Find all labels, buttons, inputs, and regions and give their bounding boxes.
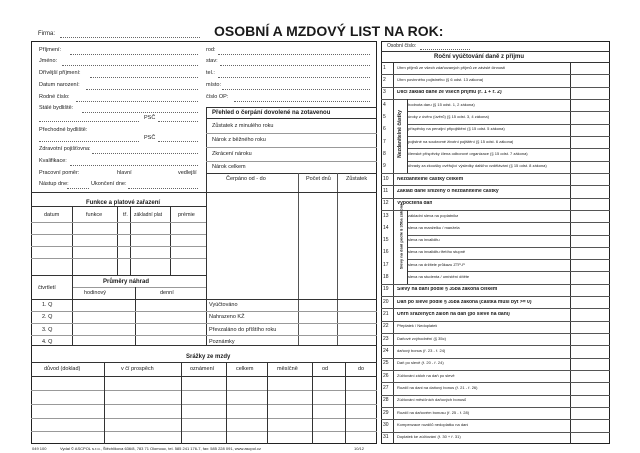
leave-carryover: Zůstatek z minulého roku <box>212 123 274 129</box>
deductions-col-reason: důvod (doklad) <box>44 366 81 372</box>
phone-field[interactable] <box>218 77 370 78</box>
end-date-label: Ukončení dne: <box>91 181 127 187</box>
tax-row <box>381 259 610 271</box>
tax-row-label: sleva na studenta / umístění dítěte <box>408 275 470 280</box>
tax-title: Roční vyúčtování daně z příjmu <box>434 54 525 60</box>
tax-row-label: Slevy na dani podle § 35ba zákona celkem <box>397 287 498 293</box>
tax-row-amount-field[interactable] <box>571 88 609 98</box>
tax-row-divider <box>407 124 610 125</box>
tax-row <box>381 370 610 382</box>
tax-row-amount-field[interactable] <box>571 396 609 406</box>
tax-row-number: 15 <box>383 237 389 244</box>
tax-row-label: Daň po slevě podle § 35ba zákona (částka musí být >= 0) <box>397 299 532 305</box>
tax-row-amount-field[interactable] <box>571 248 609 258</box>
temporary-address-label: Přechodné bydliště: <box>39 127 88 133</box>
tax-row-number: 20 <box>383 298 389 305</box>
tax-row-label: Úhrn příjmů ze všech zdaňovaných příjmů ze závislé činnosti <box>397 65 506 70</box>
tax-row-number: 28 <box>383 397 389 404</box>
tax-row-amount-field[interactable] <box>571 112 609 122</box>
tax-row-number: 24 <box>383 348 389 355</box>
tax-row-divider <box>407 136 610 137</box>
tax-row-number: 2 <box>383 76 386 83</box>
tax-row-label: členské příspěvky člena odborové organizace (§ 15 odst. 7 zákona) <box>408 151 528 156</box>
birth-date-field[interactable] <box>86 89 198 90</box>
tax-row-divider <box>381 173 610 174</box>
tax-row-label: Přeplatek / Nedoplatek <box>397 324 438 329</box>
tax-row-number: 30 <box>383 422 389 428</box>
tax-row-number: 3 <box>383 89 386 96</box>
employment-main[interactable]: hlavní <box>117 170 132 176</box>
qualification-label: Kvalifikace: <box>39 158 67 164</box>
leave-col-days: Počet dnů <box>306 176 331 182</box>
tax-row-amount-field[interactable] <box>571 260 609 270</box>
tax-row-number: 16 <box>383 249 389 256</box>
form-code: 049 100 <box>32 446 47 451</box>
tax-row-label: Úhrn sražených záloh na daň (po slevě na dani) <box>397 312 510 318</box>
quarter-2: 2. Q <box>42 314 53 320</box>
tax-row-number: 21 <box>383 311 389 318</box>
tax-row-divider <box>407 161 610 162</box>
wage-title: Funkce a platové zařazení <box>86 200 161 206</box>
wage-col-function: funkce <box>86 212 103 218</box>
tax-row-number: 12 <box>383 200 389 207</box>
tax-row-label: Dílčí základ daně ze všech příjmů (ř. 1 + ř. 2) <box>397 90 502 96</box>
tax-row-amount-field[interactable] <box>571 236 609 246</box>
tax-row-divider <box>381 308 610 309</box>
publisher-info: Vydal © ASCPOL s.r.o., Štěchlikova 636/8, 783 71 Olomouc, tel. 585 241 176-7, fax: 585 228 091, www.ascpol.cz <box>60 446 261 451</box>
tax-row-number: 4 <box>383 101 386 108</box>
leave-notes: Poznámky <box>209 339 235 345</box>
tax-row-label: Rozdíl na dani na daňový bonus (ř. 21 - ř. 26) <box>397 386 478 391</box>
tax-row-amount-field[interactable] <box>571 334 609 344</box>
tax-row-divider <box>407 247 610 248</box>
tax-row-label: úroky z úvěru (úvěrů) (§ 15 odst. 3, 4 zákona) <box>408 114 489 119</box>
tax-row <box>381 358 610 370</box>
tax-row <box>381 111 610 123</box>
tax-row-label: Zúčtování měsíčních daňových bonusů <box>397 398 467 403</box>
tax-row-number: 5 <box>383 113 386 120</box>
tax-row-number: 17 <box>383 261 389 268</box>
tax-row-label: Vypočtená daň <box>397 201 433 207</box>
tax-row-amount-field[interactable] <box>571 199 609 209</box>
tax-row-divider <box>407 111 610 112</box>
tax-row <box>381 99 610 111</box>
psc-field-1[interactable] <box>158 121 198 122</box>
tax-row-number: 11 <box>383 187 389 194</box>
id-card-label: číslo OP: <box>206 94 229 100</box>
tax-row <box>381 222 610 234</box>
tax-row-amount-field[interactable] <box>571 285 609 295</box>
tax-row <box>381 173 610 185</box>
tax-row-divider <box>407 271 610 272</box>
tax-row <box>381 296 610 308</box>
employee-number-field[interactable] <box>420 49 470 50</box>
tax-row-divider <box>381 99 610 100</box>
leave-col-period: Čerpáno od - do <box>226 176 266 182</box>
tax-row-number: 8 <box>383 150 386 157</box>
tax-row-divider <box>381 395 610 396</box>
tax-row-number: 14 <box>383 224 389 231</box>
tax-row-label: úhrady za zkoušky ověřující výsledky dalšího vzdělávání (§ 15 odst. 8 zákona) <box>408 164 547 169</box>
tax-row <box>381 382 610 394</box>
tax-row-number: 18 <box>383 274 389 281</box>
tax-row <box>381 321 610 333</box>
tax-row-number: 23 <box>383 335 389 342</box>
employment-label: Pracovní poměr: <box>39 170 80 176</box>
tax-row-divider <box>407 259 610 260</box>
leave-compensated: Nahrazeno KŽ <box>209 314 245 320</box>
tax-row <box>381 124 610 136</box>
tax-row <box>381 87 610 99</box>
tax-row <box>381 235 610 247</box>
tax-row <box>381 210 610 222</box>
tax-row-amount-field[interactable] <box>571 322 609 332</box>
tax-row <box>381 148 610 160</box>
gender-label: rod: <box>206 47 216 53</box>
tax-row-label: Daňové zvýhodnění (§ 35c) <box>397 336 446 341</box>
tax-row-divider <box>381 198 610 199</box>
permanent-address-field-2[interactable] <box>39 121 139 122</box>
firma-label: Firma: <box>38 31 55 37</box>
form-version: 10/12 <box>354 446 365 451</box>
tax-row-number: 27 <box>383 385 389 392</box>
deductions-col-beneficiary: v čí prospěch <box>121 366 154 372</box>
qualification-field[interactable] <box>70 165 198 166</box>
birth-number-label: Rodné číslo: <box>39 94 70 100</box>
start-date-label: Nástup dne: <box>39 181 69 187</box>
former-surname-field[interactable] <box>90 77 198 78</box>
birth-place-label: místo: <box>206 82 221 88</box>
id-card-field[interactable] <box>234 101 370 102</box>
tax-row-divider <box>381 333 610 334</box>
quarter-3: 3. Q <box>42 327 53 333</box>
tax-row-amount-field[interactable] <box>571 125 609 135</box>
tax-row-amount-field[interactable] <box>571 383 609 393</box>
tax-row-label: Kompenzace rozdílů nedoplatku na dani <box>397 423 469 427</box>
tax-row-label: Základ daně snížený o nezdanitelné částky <box>397 188 499 194</box>
tax-row-divider <box>407 148 610 149</box>
tax-row-label: Rozdíl na daňovém bonusu (ř. 25 - ř. 28) <box>397 410 470 415</box>
gender-field[interactable] <box>218 54 370 55</box>
deductions-col-total: celkem <box>236 366 254 372</box>
birth-number-field[interactable] <box>76 101 198 102</box>
tax-row-amount-field[interactable] <box>571 420 609 430</box>
former-surname-label: Dřívější příjmení: <box>39 70 81 76</box>
tax-row <box>381 271 610 283</box>
firma-field[interactable] <box>60 37 200 38</box>
tax-row-number: 10 <box>383 175 389 182</box>
wage-col-base: základní plat <box>134 212 163 218</box>
tax-row-amount-field[interactable] <box>571 174 609 184</box>
tax-row-divider <box>381 321 610 322</box>
tax-row-label: hodnota daru (§ 15 odst. 1, 2 zákona) <box>408 102 475 107</box>
tax-relief-side-label: Slevy na dani podle § 35ba zákona <box>398 203 404 269</box>
tax-row <box>381 198 610 210</box>
psc-label-1: PSČ <box>144 115 156 121</box>
marital-label: stav: <box>206 58 218 64</box>
tax-row-amount-field[interactable] <box>571 371 609 381</box>
wage-col-class: tř. <box>123 212 128 218</box>
tax-row-amount-field[interactable] <box>571 433 609 443</box>
tax-row <box>381 333 610 345</box>
insurance-label: Zdravotní pojišťovna: <box>39 146 91 152</box>
tax-row-amount-field[interactable] <box>571 272 609 282</box>
surname-label: Příjmení: <box>39 47 62 53</box>
leave-current: Nárok z běžného roku <box>212 137 266 143</box>
birth-date-label: Datum narození: <box>39 82 80 88</box>
tax-row-number: 7 <box>383 138 386 145</box>
deductions-col-monthly: měsíčně <box>277 366 298 372</box>
tax-row <box>381 284 610 296</box>
tax-row-divider <box>381 284 610 285</box>
deductions-title: Srážky ze mzdy <box>186 354 231 360</box>
tax-row <box>381 345 610 357</box>
tax-row <box>381 395 610 407</box>
tax-row-divider <box>407 222 610 223</box>
tax-row-amount-field[interactable] <box>571 211 609 221</box>
psc-field-2[interactable] <box>158 141 198 142</box>
tax-row-divider <box>381 407 610 408</box>
leave-billed: Vyúčtováno <box>209 302 238 308</box>
side-column-border <box>407 210 408 284</box>
marital-field[interactable] <box>220 65 370 66</box>
tax-row-divider <box>381 432 610 433</box>
end-date-field[interactable] <box>128 188 198 189</box>
tax-row <box>381 136 610 148</box>
deductions-col-from: od <box>322 366 329 372</box>
tax-row-divider <box>381 370 610 371</box>
leave-reduction: Zkrácení nároku <box>212 151 252 157</box>
page-title: OSOBNÍ A MZDOVÝ LIST NA ROK: <box>214 23 444 39</box>
averages-col-quarter: čtvrtletí <box>38 285 56 291</box>
tax-row-amount-field[interactable] <box>571 223 609 233</box>
tax-row-number: 31 <box>383 434 389 441</box>
tax-row-amount-field[interactable] <box>571 186 609 196</box>
tax-row-amount-field[interactable] <box>571 346 609 356</box>
averages-title: Průměry náhrad <box>103 279 150 285</box>
tax-row-label: Daň po slevě (ř. 20 - ř. 24) <box>397 361 444 366</box>
quarter-4: 4. Q <box>42 339 53 345</box>
permanent-address-field[interactable] <box>82 112 198 113</box>
tax-row <box>381 185 610 197</box>
tax-row-label: základní sleva na poplatníka <box>408 213 459 218</box>
tax-row-label: sleva na držitele průkazu ZTP-P <box>408 262 465 267</box>
leave-col-balance: Zůstatek <box>346 176 368 182</box>
temporary-address-field[interactable] <box>39 141 139 142</box>
tax-row-amount-field[interactable] <box>571 309 609 319</box>
averages-col-daily: denní <box>160 290 174 296</box>
tax-row-divider <box>381 358 610 359</box>
tax-row-amount-field[interactable] <box>571 137 609 147</box>
leave-total: Nárok celkem <box>212 164 246 170</box>
start-date-field[interactable] <box>67 188 89 189</box>
leave-transferred: Převzaláno do příštího roku <box>209 327 277 333</box>
tax-row <box>381 247 610 259</box>
averages-col-hourly: hodinový <box>84 290 107 296</box>
name-field[interactable] <box>62 65 198 66</box>
wage-col-bonus: prémie <box>178 212 195 218</box>
tax-row-divider <box>381 345 610 346</box>
leave-title: Přehled o čerpání dovolené na zotavenou <box>212 110 331 116</box>
psc-label-2: PSČ <box>144 135 156 141</box>
tax-row <box>381 62 610 74</box>
tax-row-number: 9 <box>383 163 386 170</box>
tax-row-divider <box>407 235 610 236</box>
wage-col-date: datum <box>44 212 60 218</box>
tax-row-label: Nezdanitelné částky celkem <box>397 176 464 182</box>
tax-row-number: 6 <box>383 126 386 133</box>
tax-row-divider <box>381 419 610 420</box>
tax-row-divider <box>381 296 610 297</box>
tax-row-number: 13 <box>383 212 389 219</box>
phone-label: tel.: <box>206 70 215 76</box>
tax-row-label: pojistné na soukromé životní pojištění (§ 15 odst. 6 zákona) <box>408 139 514 144</box>
tax-row-amount-field[interactable] <box>571 75 609 85</box>
nontaxable-side-label: Nezdanitelné částky <box>397 110 403 158</box>
tax-row-divider <box>381 185 610 186</box>
tax-row-label: sleva na manželku / manžela <box>408 225 460 230</box>
tax-row-number: 1 <box>383 64 386 71</box>
tax-row <box>381 308 610 320</box>
surname-field[interactable] <box>70 54 198 55</box>
tax-row-divider <box>381 87 610 88</box>
tax-row-amount-field[interactable] <box>571 408 609 418</box>
tax-row-amount-field[interactable] <box>571 297 609 307</box>
tax-row-label: Úhrn povinného pojistného (§ 6 odst. 13 zákona) <box>397 77 484 82</box>
tax-row <box>381 74 610 86</box>
tax-row-number: 19 <box>383 286 389 293</box>
tax-row-amount-field[interactable] <box>571 100 609 110</box>
tax-row-number: 22 <box>383 323 389 330</box>
employment-secondary[interactable]: vedlejší <box>178 170 197 176</box>
permanent-address-label: Stálé bydliště: <box>39 105 74 111</box>
tax-row <box>381 432 610 444</box>
tax-row-divider <box>381 382 610 383</box>
tax-row <box>381 407 610 419</box>
tax-row-divider <box>381 74 610 75</box>
tax-row-label: Zúčtování záloh na daň po slevě <box>397 373 455 378</box>
tax-row-amount-field[interactable] <box>571 359 609 369</box>
quarter-1: 1. Q <box>42 302 53 308</box>
tax-row-number: 26 <box>383 372 389 379</box>
tax-row-amount-field[interactable] <box>571 149 609 159</box>
tax-row-label: příspěvky na penzijní připojištění (§ 15 odst. 5 zákona) <box>408 127 505 132</box>
tax-row-label: sleva na invaliditu <box>408 238 440 243</box>
tax-row-amount-field[interactable] <box>571 162 609 172</box>
tax-row-divider <box>381 210 610 211</box>
deductions-col-notice: oznámení <box>190 366 215 372</box>
tax-row <box>381 419 610 431</box>
tax-row <box>381 161 610 173</box>
employee-number-label: Osobní číslo: <box>387 43 417 49</box>
birth-place-field[interactable] <box>222 89 370 90</box>
tax-row-amount-field[interactable] <box>571 63 609 73</box>
side-column-border <box>407 99 408 173</box>
tax-row-label: sleva na invaliditu třetího stupně <box>408 250 466 255</box>
insurance-field[interactable] <box>92 153 198 154</box>
tax-row-number: 29 <box>383 409 389 416</box>
tax-row-label: Doplatek ke zúčtování (ř. 30 + ř. 31) <box>397 435 461 440</box>
deductions-col-to: do <box>358 366 365 372</box>
name-label: Jméno: <box>39 58 58 64</box>
tax-row-label: daňový bonus (ř. 23 - ř. 24) <box>397 349 446 354</box>
tax-row-number: 25 <box>383 360 389 367</box>
